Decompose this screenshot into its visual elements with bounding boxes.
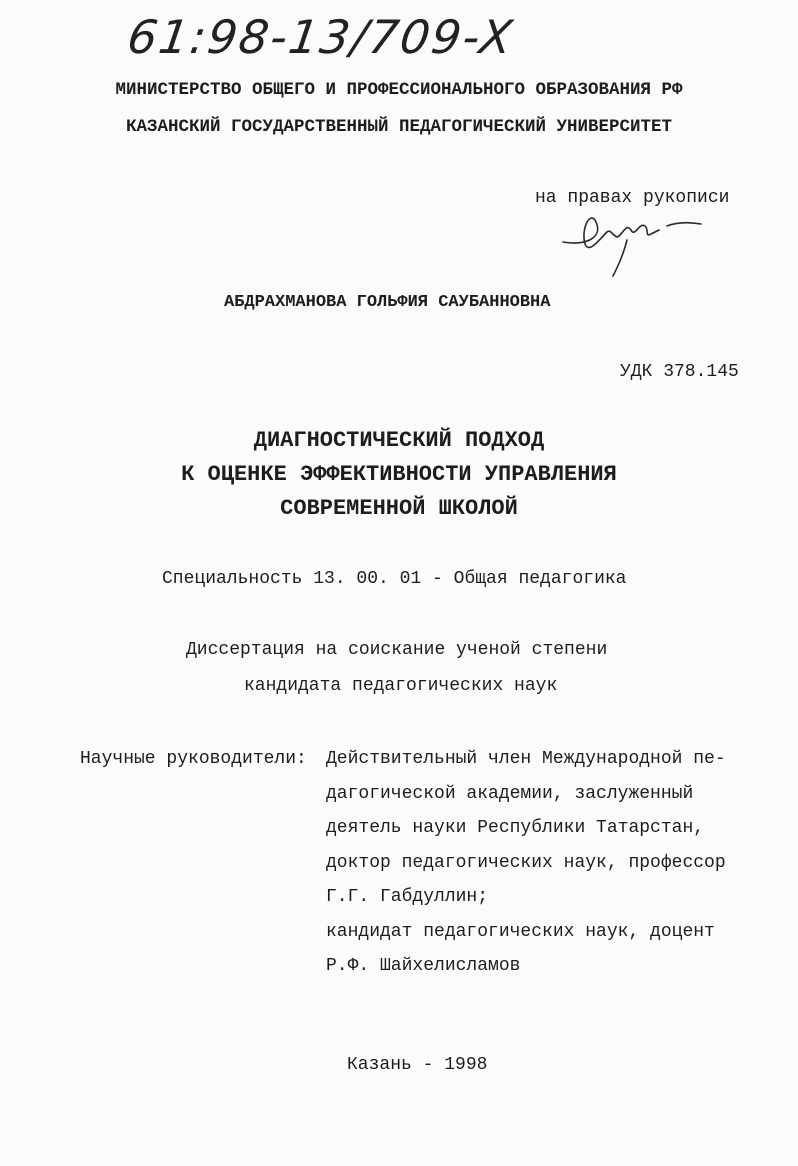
supervisors-details xyxy=(326,742,750,984)
university-heading: КАЗАНСКИЙ ГОСУДАРСТВЕННЫЙ ПЕДАГОГИЧЕСКИЙ УНИВЕРСИТЕТ xyxy=(125,117,673,137)
supervisor-line: доктор педагогических наук, профессор xyxy=(326,852,726,873)
thesis-title-line-1: ДИАГНОСТИЧЕСКИЙ ПОДХОД xyxy=(253,428,545,453)
supervisor-line: Действительный член Международной пе- xyxy=(326,749,726,769)
supervisor-line: дагогической академии, заслуженный xyxy=(326,783,694,804)
author-name: АБДРАХМАНОВА ГОЛЬФИЯ САУБАННОВНА xyxy=(224,293,551,312)
dissertation-line-1: Диссертация на соискание ученой степени xyxy=(186,640,608,660)
ministry-heading: МИНИСТЕРСТВО ОБЩЕГО И ПРОФЕССИОНАЛЬНОГО ОБРАЗОВАНИЯ РФ xyxy=(115,80,683,100)
supervisor-line: Г.Г. Габдуллин; xyxy=(326,887,489,907)
dissertation-line-2: кандидата педагогических наук xyxy=(244,676,558,696)
thesis-title-line-2: К ОЦЕНКЕ ЭФФЕКТИВНОСТИ УПРАВЛЕНИЯ xyxy=(181,462,617,487)
handwritten-archive-code: 61:98-13/709-X xyxy=(124,10,518,64)
udc-code: УДК 378.145 xyxy=(620,362,739,382)
supervisors-label: Научные руководители: xyxy=(80,749,307,769)
city-year: Казань - 1998 xyxy=(347,1055,488,1075)
supervisor-line: Р.Ф. Шайхелисламов xyxy=(326,956,521,976)
signature-image xyxy=(555,210,715,280)
manuscript-note: на правах рукописи xyxy=(535,188,730,208)
supervisor-line: деятель науки Республики Татарстан, xyxy=(326,818,705,838)
specialty-line: Специальность 13. 00. 01 - Общая педагогика xyxy=(162,569,627,589)
thesis-title-line-3: СОВРЕМЕННОЙ ШКОЛОЙ xyxy=(280,496,518,521)
supervisor-line: кандидат педагогических наук, доцент xyxy=(326,921,715,942)
